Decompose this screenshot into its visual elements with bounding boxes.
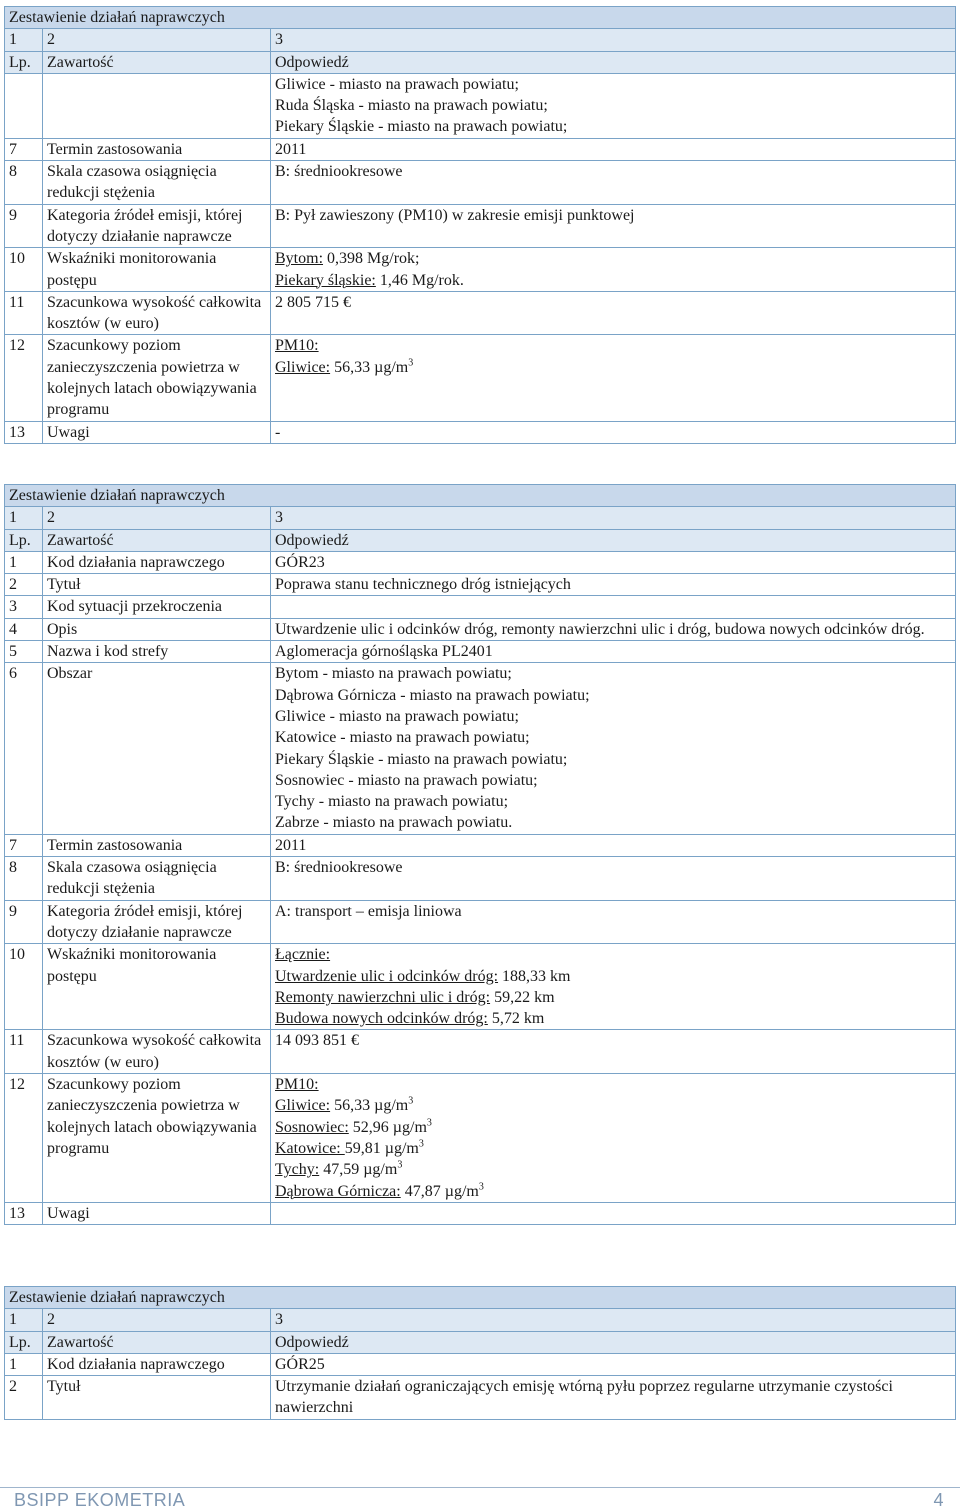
column-number-row (5, 29, 956, 51)
row-number: 3 (5, 596, 43, 618)
row-label: Kod sytuacji przekroczenia (43, 596, 271, 618)
row-value: Utrzymanie działań ograniczających emisję wtórną pyłu poprzez regularne utrzymanie czystości nawierzchni (271, 1376, 956, 1420)
row-number: 1 (5, 551, 43, 573)
row-label: Szacunkowa wysokość całkowita kosztów (w euro) (43, 291, 271, 335)
column-header-row (5, 1331, 956, 1353)
row-label: Tytuł (43, 574, 271, 596)
col-number: 2 (43, 29, 271, 51)
row-label: Termin zastosowania (43, 834, 271, 856)
unit-superscript: 3 (408, 1095, 414, 1107)
col-header-content: Zawartość (43, 1331, 271, 1353)
row-number: 7 (5, 138, 43, 160)
table-row (5, 618, 956, 640)
row-number: 9 (5, 900, 43, 944)
indicator-value: 5,72 km (487, 1010, 545, 1028)
row-value: B: średniookresowe (271, 857, 956, 901)
area-item: Katowice - miasto na prawach powiatu; (275, 729, 530, 747)
table-title-row (5, 7, 956, 29)
row-label: Skala czasowa osiągnięcia redukcji stężenia (43, 161, 271, 205)
concentration-value: 56,33 µg/m (330, 1097, 409, 1115)
table-row (5, 138, 956, 160)
col-header-answer: Odpowiedź (271, 529, 956, 551)
row-number: 12 (5, 335, 43, 421)
action-table-3 (4, 1286, 956, 1420)
col-header-lp: Lp. (5, 1331, 43, 1353)
row-value: GÓR25 (271, 1353, 956, 1375)
table-row (5, 944, 956, 1030)
row-value: - (271, 421, 956, 443)
row-label: Kod działania naprawczego (43, 551, 271, 573)
concentration-value: 56,33 µg/m (330, 358, 409, 376)
row-value (271, 944, 956, 1030)
city-label: Dąbrowa Górnicza: (275, 1182, 401, 1200)
row-value: B: Pył zawieszony (PM10) w zakresie emisji punktowej (271, 204, 956, 248)
row-number: 13 (5, 421, 43, 443)
unit-superscript: 3 (397, 1159, 403, 1171)
row-number: 13 (5, 1202, 43, 1224)
table-row (5, 551, 956, 573)
table-row (5, 641, 956, 663)
row-number: 8 (5, 161, 43, 205)
table-title-row (5, 485, 956, 507)
area-item: Gliwice - miasto na prawach powiatu; (275, 75, 519, 93)
table-row (5, 663, 956, 834)
row-label: Kod działania naprawczego (43, 1353, 271, 1375)
table-row-area-continued (5, 73, 956, 138)
city-label: Gliwice: (275, 358, 331, 376)
row-number: 8 (5, 857, 43, 901)
col-number: 2 (43, 507, 271, 529)
indicator-label: Bytom: (275, 250, 324, 268)
row-value: 2011 (271, 834, 956, 856)
row-number: 4 (5, 618, 43, 640)
table-title-row (5, 1287, 956, 1309)
col-number: 1 (5, 507, 43, 529)
city-label: Gliwice: (275, 1097, 331, 1115)
table-row (5, 1376, 956, 1420)
table-row (5, 335, 956, 421)
indicator-label: Budowa nowych odcinków dróg: (275, 1010, 488, 1028)
indicator-value: 59,22 km (490, 988, 555, 1006)
page-number: 4 (933, 1490, 944, 1510)
area-item: Zabrze - miasto na prawach powiatu. (275, 814, 513, 832)
row-number: 11 (5, 1030, 43, 1074)
row-number: 7 (5, 834, 43, 856)
row-number: 9 (5, 204, 43, 248)
col-number: 1 (5, 29, 43, 51)
area-item: Ruda Śląska - miasto na prawach powiatu; (275, 97, 548, 115)
row-label: Szacunkowa wysokość całkowita kosztów (w euro) (43, 1030, 271, 1074)
row-label: Wskaźniki monitorowania postępu (43, 944, 271, 1030)
row-label: Uwagi (43, 421, 271, 443)
row-value (271, 335, 956, 421)
pollutant-label: PM10: (275, 337, 319, 355)
unit-superscript: 3 (408, 357, 414, 369)
table-row (5, 204, 956, 248)
row-label: Kategoria źródeł emisji, której dotyczy działanie naprawcze (43, 900, 271, 944)
table-row (5, 1353, 956, 1375)
action-table-2 (4, 484, 956, 1225)
concentration-value: 47,59 µg/m (319, 1161, 398, 1179)
unit-superscript: 3 (426, 1117, 432, 1129)
row-label: Szacunkowy poziom zanieczyszczenia powietrza w kolejnych latach obowiązywania programu (43, 335, 271, 421)
row-label: Uwagi (43, 1202, 271, 1224)
row-label: Nazwa i kod strefy (43, 641, 271, 663)
row-number: 10 (5, 944, 43, 1030)
row-number: 11 (5, 291, 43, 335)
pollutant-label: PM10: (275, 1076, 319, 1094)
indicator-head: Łącznie: (275, 946, 331, 964)
row-value: 2011 (271, 138, 956, 160)
row-value: GÓR23 (271, 551, 956, 573)
row-value: 2 805 715 € (271, 291, 956, 335)
table-row (5, 161, 956, 205)
table-row (5, 834, 956, 856)
row-number: 6 (5, 663, 43, 834)
column-header-row (5, 51, 956, 73)
area-item: Gliwice - miasto na prawach powiatu; (275, 707, 519, 725)
row-value (271, 596, 956, 618)
area-item: Piekary Śląskie - miasto na prawach powiatu; (275, 750, 568, 768)
area-item: Tychy - miasto na prawach powiatu; (275, 793, 509, 811)
row-label: Skala czasowa osiągnięcia redukcji stężenia (43, 857, 271, 901)
indicator-label: Remonty nawierzchni ulic i dróg: (275, 988, 491, 1006)
unit-superscript: 3 (418, 1138, 424, 1150)
column-number-row (5, 1309, 956, 1331)
indicator-value: 0,398 Mg/rok; (323, 250, 420, 268)
city-label: Tychy: (275, 1161, 320, 1179)
row-number: 5 (5, 641, 43, 663)
row-number: 2 (5, 574, 43, 596)
col-header-content: Zawartość (43, 51, 271, 73)
table-row (5, 291, 956, 335)
row-label: Tytuł (43, 1376, 271, 1420)
col-header-answer: Odpowiedź (271, 51, 956, 73)
row-label: Opis (43, 618, 271, 640)
concentration-value: 59,81 µg/m (344, 1139, 419, 1157)
col-number: 2 (43, 1309, 271, 1331)
table-title: Zestawienie działań naprawczych (5, 1287, 956, 1309)
area-list (271, 73, 956, 138)
row-value: B: średniookresowe (271, 161, 956, 205)
col-number: 3 (271, 1309, 956, 1331)
row-value (271, 248, 956, 292)
row-number: 2 (5, 1376, 43, 1420)
column-header-row (5, 529, 956, 551)
row-label: Obszar (43, 663, 271, 834)
area-list (271, 663, 956, 834)
table-row (5, 574, 956, 596)
table-row (5, 900, 956, 944)
col-header-answer: Odpowiedź (271, 1331, 956, 1353)
row-value: 14 093 851 € (271, 1030, 956, 1074)
action-table-1 (4, 6, 956, 444)
unit-superscript: 3 (478, 1181, 484, 1193)
row-number: 10 (5, 248, 43, 292)
row-number: 1 (5, 1353, 43, 1375)
col-number: 3 (271, 507, 956, 529)
row-value: Aglomeracja górnośląska PL2401 (271, 641, 956, 663)
concentration-value: 52,96 µg/m (348, 1118, 427, 1136)
col-header-lp: Lp. (5, 51, 43, 73)
city-label: Sosnowiec: (275, 1118, 349, 1136)
table-row (5, 421, 956, 443)
col-number: 1 (5, 1309, 43, 1331)
row-label: Kategoria źródeł emisji, której dotyczy działanie naprawcze (43, 204, 271, 248)
indicator-label: Piekary śląskie: (275, 271, 376, 289)
table-row (5, 1030, 956, 1074)
row-value: Utwardzenie ulic i odcinków dróg, remonty nawierzchni ulic i dróg, budowa nowych odcinków dróg. (271, 618, 956, 640)
row-value (271, 1202, 956, 1224)
row-label: Termin zastosowania (43, 138, 271, 160)
table-row (5, 1202, 956, 1224)
row-label: Wskaźniki monitorowania postępu (43, 248, 271, 292)
table-title: Zestawienie działań naprawczych (5, 7, 956, 29)
page-footer (0, 1487, 960, 1508)
indicator-value: 188,33 km (498, 967, 571, 985)
row-value (271, 1074, 956, 1203)
indicator-value: 1,46 Mg/rok. (375, 271, 464, 289)
area-item: Sosnowiec - miasto na prawach powiatu; (275, 771, 538, 789)
row-label: Szacunkowy poziom zanieczyszczenia powietrza w kolejnych latach obowiązywania programu (43, 1074, 271, 1203)
col-header-content: Zawartość (43, 529, 271, 551)
row-value: Poprawa stanu technicznego dróg istniejących (271, 574, 956, 596)
area-item: Bytom - miasto na prawach powiatu; (275, 665, 512, 683)
table-row (5, 1074, 956, 1203)
col-header-lp: Lp. (5, 529, 43, 551)
col-number: 3 (271, 29, 956, 51)
column-number-row (5, 507, 956, 529)
area-item: Piekary Śląskie - miasto na prawach powiatu; (275, 118, 568, 136)
footer-company: BSIPP EKOMETRIA (14, 1490, 186, 1510)
table-title: Zestawienie działań naprawczych (5, 485, 956, 507)
area-item: Dąbrowa Górnicza - miasto na prawach powiatu; (275, 686, 590, 704)
table-row (5, 857, 956, 901)
indicator-label: Utwardzenie ulic i odcinków dróg: (275, 967, 499, 985)
concentration-value: 47,87 µg/m (400, 1182, 479, 1200)
row-value: A: transport – emisja liniowa (271, 900, 956, 944)
row-number: 12 (5, 1074, 43, 1203)
city-label: Katowice: (275, 1139, 345, 1157)
table-row (5, 248, 956, 292)
table-row (5, 596, 956, 618)
